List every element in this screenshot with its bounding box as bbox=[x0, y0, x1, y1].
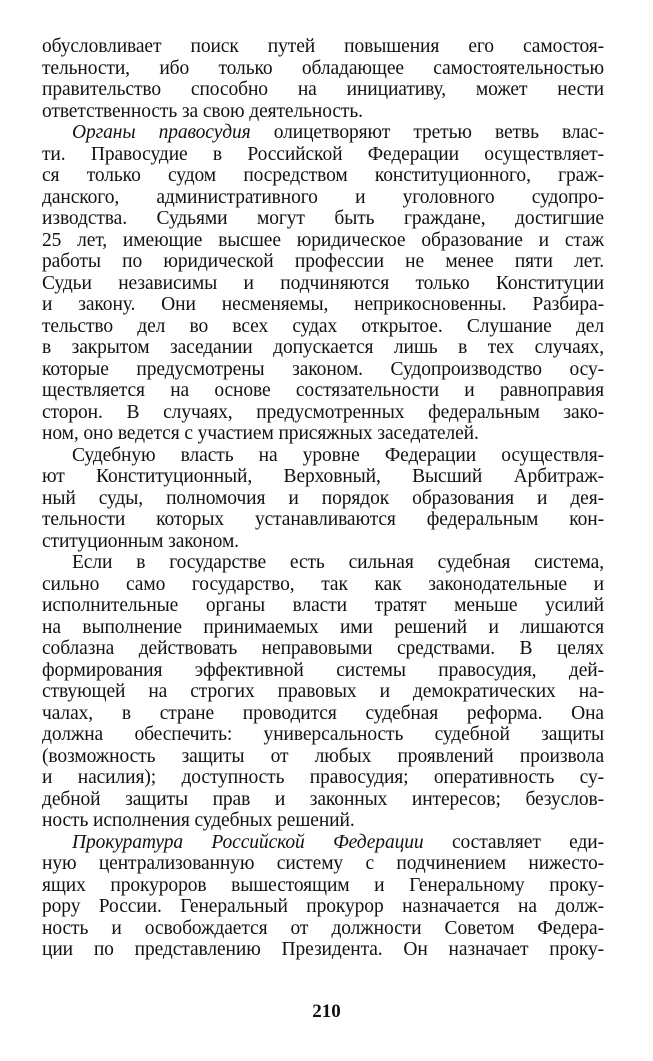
paragraph bbox=[42, 552, 604, 832]
text-line: 25 лет, имеющие высшее юридическое образование и стаж bbox=[42, 229, 604, 251]
text-line: изводства. Судьями могут быть граждане, достигшие bbox=[42, 208, 604, 229]
text-line: ность исполнения судебных решений. bbox=[42, 810, 355, 831]
text-line: исполнительные органы власти тратят меньше усилий bbox=[42, 595, 604, 616]
text-line: ный суды, полномочия и порядок образования и дея- bbox=[42, 487, 604, 509]
text-line: тельности которых устанавливаются федеральным кон- bbox=[42, 509, 604, 530]
paragraph bbox=[42, 36, 604, 122]
text-line: ную централизованную систему с подчинением нижесто- bbox=[42, 853, 604, 874]
paragraph bbox=[42, 122, 604, 445]
text-line: ном, оно ведется с участием присяжных заседателей. bbox=[42, 423, 479, 444]
text-line: сторон. В случаях, предусмотренных федеральным зако- bbox=[42, 401, 604, 423]
italic-term: Органы правосудия bbox=[72, 122, 251, 143]
text-line: сильно само государство, так как законодательные и bbox=[42, 573, 604, 595]
text-line: ют Конституционный, Верховный, Высший Арбитраж- bbox=[42, 466, 604, 487]
text-line: Судебную власть на уровне Федерации осуществля- bbox=[72, 444, 604, 466]
text-line: формирования эффективной системы правосудия, дей- bbox=[42, 659, 604, 681]
text-line: и насилия); доступность правосудия; оперативность су- bbox=[42, 767, 604, 788]
text-line: ществляется на основе состязательности и равноправия bbox=[42, 380, 604, 401]
text-run: олицетворяют третью ветвь влас- bbox=[250, 122, 604, 143]
text-line: дебной защиты прав и законных интересов; безуслов- bbox=[42, 788, 604, 810]
text-line: Если в государстве есть сильная судебная система, bbox=[72, 552, 604, 573]
text-line: работы по юридической профессии не менее пяти лет. bbox=[42, 251, 604, 272]
text-line: ность и освобождается от должности Советом Федера- bbox=[42, 917, 604, 939]
text-run: составляет еди- bbox=[423, 831, 604, 853]
text-line: тельности, ибо только обладающее самостоятельностью bbox=[42, 57, 604, 79]
text-line: должна обеспечить: универсальность судебной защиты bbox=[42, 724, 604, 745]
text-line: ституционным законом. bbox=[42, 530, 239, 552]
italic-term: Прокуратура Российской Федерации bbox=[72, 831, 424, 853]
text-line: правительство способно на инициативу, может нести bbox=[42, 79, 604, 100]
text-line: ти. Правосудие в Российской Федерации осуществляет- bbox=[42, 143, 604, 165]
text-line: (возможность защиты от любых проявлений произвола bbox=[42, 745, 604, 767]
text-line: ся только судом посредством конституционного, граж- bbox=[42, 165, 604, 186]
text-line: данского, административного и уголовного судопро- bbox=[42, 186, 604, 208]
text-line bbox=[42, 832, 604, 854]
text-line: в закрытом заседании допускается лишь в тех случаях, bbox=[42, 337, 604, 358]
text-line bbox=[42, 122, 604, 144]
text-line: Судьи независимы и подчиняются только Конституции bbox=[42, 272, 604, 294]
text-line: ствующей на строгих правовых и демократических на- bbox=[42, 681, 604, 702]
page-number: 210 bbox=[312, 1001, 341, 1022]
text-line: чалах, в стране проводится судебная реформа. Она bbox=[42, 702, 604, 724]
page-text bbox=[42, 36, 604, 961]
text-line: ящих прокуроров вышестоящим и Генеральному проку- bbox=[42, 874, 604, 896]
text-line: ции по представлению Президента. Он назначает проку- bbox=[42, 939, 604, 960]
text-line: которые предусмотрены законом. Судопроизводство осу- bbox=[42, 358, 604, 380]
paragraph bbox=[42, 832, 604, 961]
text-line: и закону. Они несменяемы, неприкосновенны. Разбира- bbox=[42, 294, 604, 315]
text-line: соблазна действовать неправовыми средствами. В целях bbox=[42, 638, 604, 659]
text-line: на выполнение принимаемых ими решений и лишаются bbox=[42, 616, 604, 638]
text-line: рору России. Генеральный прокурор назначается на долж- bbox=[42, 896, 604, 917]
text-line: тельство дел во всех судах открытое. Слушание дел bbox=[42, 315, 604, 337]
text-line: ответственность за свою деятельность. bbox=[42, 100, 363, 122]
text-line: обусловливает поиск путей повышения его самостоя- bbox=[42, 36, 604, 57]
paragraph bbox=[42, 445, 604, 553]
